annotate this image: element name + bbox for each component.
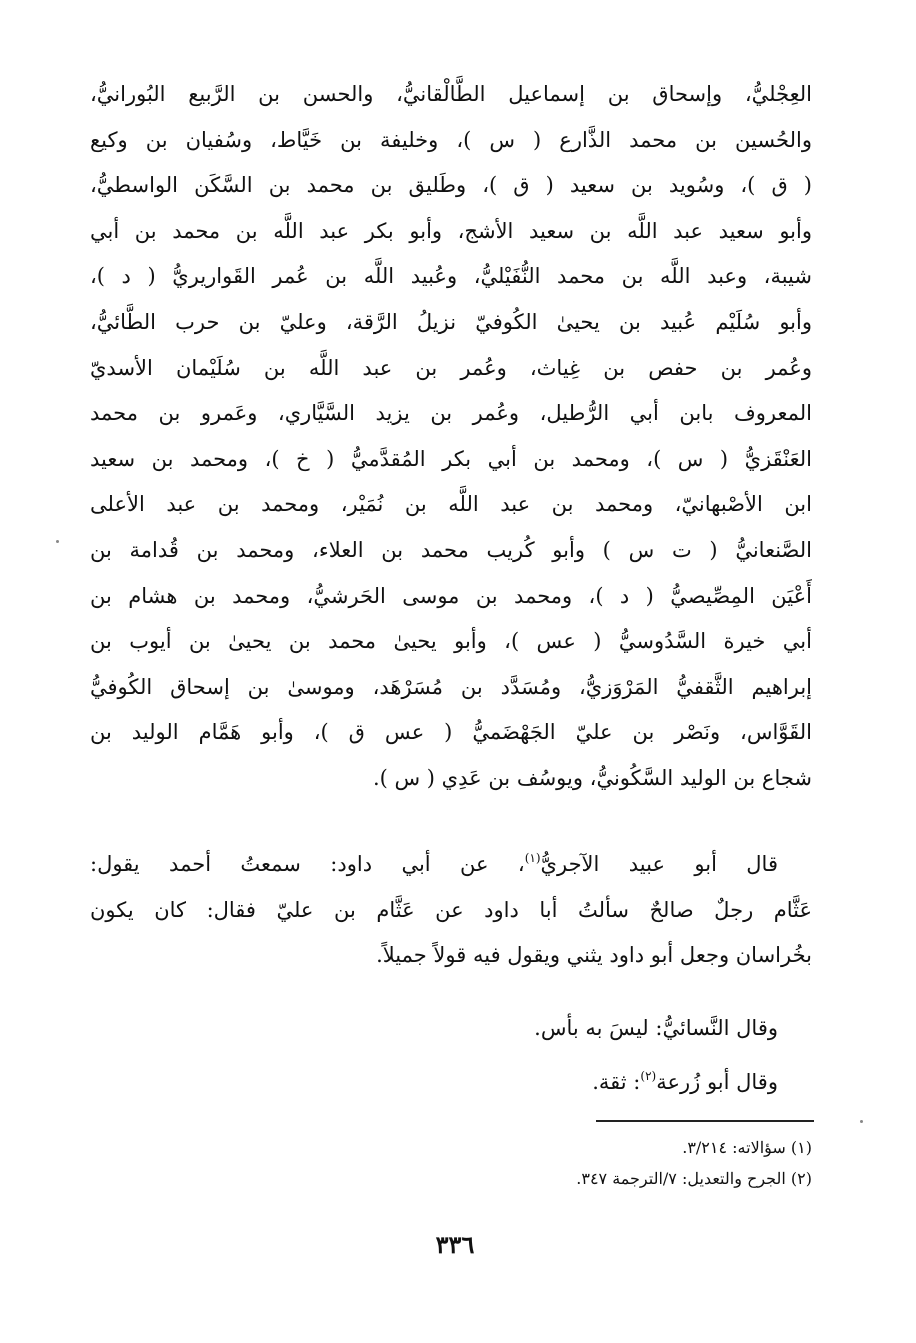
scan-speck xyxy=(56,540,59,543)
statement-text: : ثقة. xyxy=(592,1070,641,1094)
scan-speck xyxy=(860,1120,863,1123)
narrators-paragraph xyxy=(90,72,812,802)
statement-text: وقال أبو زُرعة xyxy=(656,1070,778,1094)
footnotes xyxy=(90,1132,812,1194)
paragraph-line: ابن الأصْبهانيّ، ومحمد بن عبد اللَّه بن نُمَيْر، ومحمد بن عبد الأعلى xyxy=(90,492,812,517)
paragraph-line: القَوَّاس، ونَصْر بن عليّ الجَهْضَميُّ ( عس ق )، وأبو هَمَّام الوليد بن xyxy=(90,720,812,745)
footnote: (٢) الجرح والتعديل: ٧/الترجمة ٣٤٧. xyxy=(576,1169,812,1188)
paragraph-line: إبراهيم الثَّقفيُّ المَرْوَزيُّ، ومُسَدَّد بن مُسَرْهَد، وموسىٰ بن إسحاق الكُوفيُّ xyxy=(90,674,812,699)
paragraph-line: المعروف بابن أبي الرُّطيل، وعُمر بن يزيد السَّيَّاري، وعَمرو بن محمد xyxy=(90,401,812,426)
paragraph-line: والحُسين بن محمد الذَّارع ( س )، وخليفة بن خَيَّاط، وسُفيان بن وكيع xyxy=(90,127,812,152)
paragraph-line: وأبو سُلَيْم عُبيد بن يحيىٰ الكُوفيّ نزيلُ الرَّقة، وعليّ بن حرب الطَّائيُّ، xyxy=(90,309,812,334)
paragraph-line: ( ق )، وسُويد بن سعيد ( ق )، وطَليق بن محمد بن السَّكَن الواسطيُّ، xyxy=(90,173,812,198)
paragraph-line: وأبو سعيد عبد اللَّه بن سعيد الأشج، وأبو بكر عبد اللَّه بن محمد بن أبي xyxy=(90,218,812,243)
footnote-divider xyxy=(596,1120,814,1122)
paragraph-line: الصَّنعانيُّ ( ت س ) وأبو كُريب محمد بن العلاء، ومحمد بن قُدامة بن xyxy=(90,537,812,562)
ajurri-quote-paragraph xyxy=(90,842,812,979)
abu-zura-statement xyxy=(90,1062,812,1102)
paragraph-line: أبي خيرة السَّدُوسيُّ ( عس )، وأبو يحيىٰ محمد بن يحيىٰ بن أيوب بن xyxy=(90,629,812,654)
quote-text: ، عن أبي داود: سمعتُ أحمد يقول: xyxy=(90,852,525,876)
quote-line xyxy=(90,842,812,888)
paragraph-line: أَعْيَن المِصِّيصيُّ ( د )، ومحمد بن موسى الحَرشيُّ، ومحمد بن هشام بن xyxy=(90,583,812,608)
paragraph-line: العَنْقَزيُّ ( س )، ومحمد بن أبي بكر المُقدَّميُّ ( خ )، ومحمد بن سعيد xyxy=(90,446,812,471)
quote-line: عَثَّام رجلٌ صالحٌ سألتُ أبا داود عن عَثَّام بن عليّ فقال: كان يكون xyxy=(90,897,812,922)
paragraph-line: وعُمر بن حفص بن غِياث، وعُمر بن عبد اللَّه بن سُلَيْمان الأسديّ xyxy=(90,355,812,380)
quote-text: قال أبو عبيد الآجريُّ xyxy=(540,852,778,876)
footnote-reference[interactable]: (١) xyxy=(524,851,541,865)
paragraph-line: شجاع بن الوليد السَّكُونيُّ، ويوسُف بن عَدِي ( س ). xyxy=(372,765,812,790)
quote-line: بخُراسان وجعل أبو داود يثني ويقول فيه قولاً جميلاً. xyxy=(376,943,812,968)
paragraph-line: شيبة، وعبد اللَّه بن محمد النُّفَيْليُّ، وعُبيد اللَّه بن عُمر القَواريريُّ ( د )، xyxy=(90,264,812,289)
paragraph-line: العِجْليُّ، وإسحاق بن إسماعيل الطَّالْقانيُّ، والحسن بن الرَّبيع البُورانيُّ، xyxy=(90,82,812,106)
page-number: ٣٣٦ xyxy=(435,1230,475,1259)
footnote: (١) سؤالاته: ٣/٢١٤. xyxy=(682,1138,812,1157)
nasai-statement: وقال النَّسائيُّ: ليسَ به بأس. xyxy=(534,1016,778,1040)
footnote-reference[interactable]: (٢) xyxy=(640,1069,657,1083)
